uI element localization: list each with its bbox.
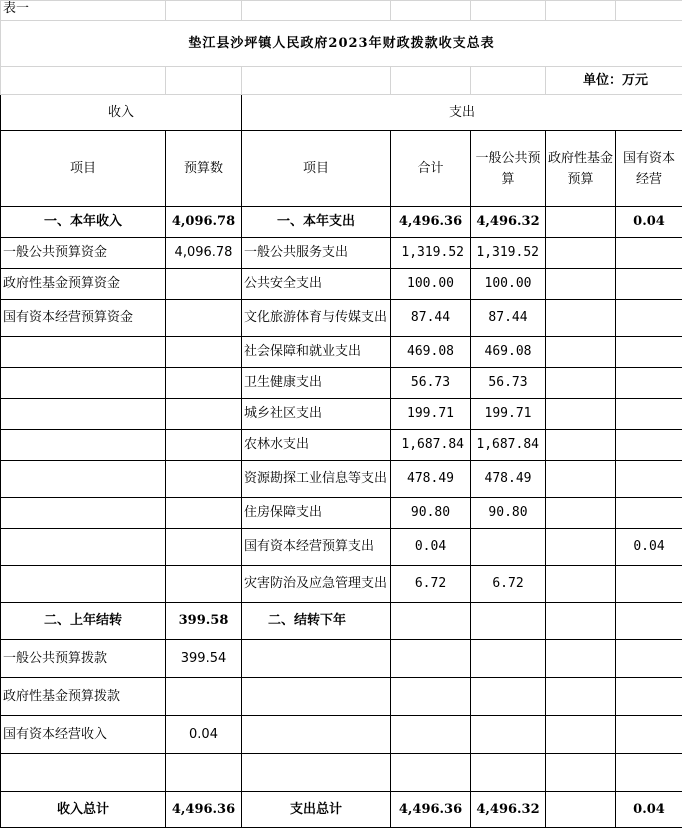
table-row xyxy=(1,754,682,792)
carry-item-label: 一般公共预算拨款 xyxy=(1,640,166,678)
expense-item-state-capital xyxy=(616,368,682,399)
expense-item-total: 199.71 xyxy=(391,399,471,430)
income-total-value: 4,496.36 xyxy=(166,792,242,828)
section-income-value: 4,096.78 xyxy=(166,207,242,238)
expense-item-general: 87.44 xyxy=(471,300,546,337)
expense-item-general: 56.73 xyxy=(471,368,546,399)
table-row xyxy=(1,678,682,716)
expense-item-label: 住房保障支出 xyxy=(242,498,391,529)
section-income-label: 一、本年收入 xyxy=(1,207,166,238)
table-row xyxy=(1,640,682,678)
section-expense-gov-fund xyxy=(546,207,616,238)
expense-item-total: 478.49 xyxy=(391,461,471,498)
expense-item-label: 公共安全支出 xyxy=(242,269,391,300)
header-income-item: 项目 xyxy=(1,131,166,207)
expense-item-general: 469.08 xyxy=(471,337,546,368)
table-row xyxy=(1,300,682,337)
carry-item-value: 0.04 xyxy=(166,716,242,754)
section-expense-general: 4,496.32 xyxy=(471,207,546,238)
expense-total-general: 4,496.32 xyxy=(471,792,546,828)
expense-item-label: 一般公共服务支出 xyxy=(242,238,391,269)
unit-label: 单位：万元 xyxy=(546,67,682,95)
section-expense-label: 一、本年支出 xyxy=(242,207,391,238)
income-item-value xyxy=(166,269,242,300)
expense-item-gov-fund xyxy=(546,238,616,269)
expense-item-gov-fund xyxy=(546,337,616,368)
expense-item-gov-fund xyxy=(546,269,616,300)
table-row xyxy=(1,368,682,399)
income-item-value: 4,096.78 xyxy=(166,238,242,269)
expense-item-state-capital xyxy=(616,461,682,498)
expense-item-general: 6.72 xyxy=(471,566,546,603)
expense-item-total: 1,319.52 xyxy=(391,238,471,269)
header-expense: 支出 xyxy=(242,95,682,131)
section-expense-total: 4,496.36 xyxy=(391,207,471,238)
expense-item-gov-fund xyxy=(546,498,616,529)
section2-income-value: 399.58 xyxy=(166,603,242,640)
expense-item-label: 卫生健康支出 xyxy=(242,368,391,399)
table-row xyxy=(1,716,682,754)
expense-item-gov-fund xyxy=(546,399,616,430)
expense-item-state-capital xyxy=(616,238,682,269)
section-expense-state-capital: 0.04 xyxy=(616,207,682,238)
expense-item-total: 90.80 xyxy=(391,498,471,529)
table-row xyxy=(1,566,682,603)
expense-item-general: 90.80 xyxy=(471,498,546,529)
carry-item-value: 399.54 xyxy=(166,640,242,678)
expense-item-total: 469.08 xyxy=(391,337,471,368)
expense-item-label: 社会保障和就业支出 xyxy=(242,337,391,368)
income-item-label: 政府性基金预算资金 xyxy=(1,269,166,300)
expense-total-state-capital: 0.04 xyxy=(616,792,682,828)
expense-item-gov-fund xyxy=(546,430,616,461)
header-total: 合计 xyxy=(391,131,471,207)
expense-item-total: 87.44 xyxy=(391,300,471,337)
expense-item-state-capital xyxy=(616,498,682,529)
form-id: 表一 xyxy=(1,1,166,21)
section2-income-label: 二、上年结转 xyxy=(1,603,166,640)
expense-item-general: 1,319.52 xyxy=(471,238,546,269)
expense-item-gov-fund xyxy=(546,461,616,498)
expense-item-label: 文化旅游体育与传媒支出 xyxy=(242,300,391,337)
table-row xyxy=(1,399,682,430)
expense-item-gov-fund xyxy=(546,300,616,337)
expense-item-gov-fund xyxy=(546,529,616,566)
expense-item-label: 灾害防治及应急管理支出 xyxy=(242,566,391,603)
expense-item-gov-fund xyxy=(546,368,616,399)
expense-item-state-capital xyxy=(616,566,682,603)
table-row xyxy=(1,498,682,529)
expense-item-state-capital: 0.04 xyxy=(616,529,682,566)
table-row xyxy=(1,238,682,269)
expense-item-state-capital xyxy=(616,337,682,368)
income-item-label: 一般公共预算资金 xyxy=(1,238,166,269)
table-row xyxy=(1,269,682,300)
expense-item-label: 国有资本经营预算支出 xyxy=(242,529,391,566)
table-row xyxy=(1,430,682,461)
income-total-label: 收入总计 xyxy=(1,792,166,828)
expense-item-state-capital xyxy=(616,300,682,337)
expense-item-total: 6.72 xyxy=(391,566,471,603)
section2-expense-label: 二、结转下年 xyxy=(242,603,391,640)
expense-item-total: 56.73 xyxy=(391,368,471,399)
expense-item-total: 1,687.84 xyxy=(391,430,471,461)
expense-item-gov-fund xyxy=(546,566,616,603)
expense-item-label: 农林水支出 xyxy=(242,430,391,461)
carry-item-label: 国有资本经营收入 xyxy=(1,716,166,754)
expense-item-general xyxy=(471,529,546,566)
expense-item-total: 100.00 xyxy=(391,269,471,300)
expense-total-gov-fund xyxy=(546,792,616,828)
expense-item-general: 199.71 xyxy=(471,399,546,430)
expense-item-state-capital xyxy=(616,399,682,430)
expense-total-label: 支出总计 xyxy=(242,792,391,828)
header-state-capital: 国有资本经营 xyxy=(616,131,682,207)
header-expense-item: 项目 xyxy=(242,131,391,207)
income-item-value xyxy=(166,300,242,337)
table-row xyxy=(1,529,682,566)
carry-item-label: 政府性基金预算拨款 xyxy=(1,678,166,716)
table-row xyxy=(1,337,682,368)
expense-item-total: 0.04 xyxy=(391,529,471,566)
expense-item-label: 资源勘探工业信息等支出 xyxy=(242,461,391,498)
expense-total-total: 4,496.36 xyxy=(391,792,471,828)
expense-item-general: 100.00 xyxy=(471,269,546,300)
expense-item-label: 城乡社区支出 xyxy=(242,399,391,430)
expense-item-general: 478.49 xyxy=(471,461,546,498)
expense-item-general: 1,687.84 xyxy=(471,430,546,461)
expense-item-state-capital xyxy=(616,269,682,300)
expense-item-state-capital xyxy=(616,430,682,461)
carry-item-value xyxy=(166,678,242,716)
header-general-budget: 一般公共预算 xyxy=(471,131,546,207)
header-budget: 预算数 xyxy=(166,131,242,207)
income-item-label: 国有资本经营预算资金 xyxy=(1,300,166,337)
table-row xyxy=(1,461,682,498)
page-title: 垫江县沙坪镇人民政府2023年财政拨款收支总表 xyxy=(1,21,682,67)
header-income: 收入 xyxy=(1,95,242,131)
header-gov-fund: 政府性基金预算 xyxy=(546,131,616,207)
